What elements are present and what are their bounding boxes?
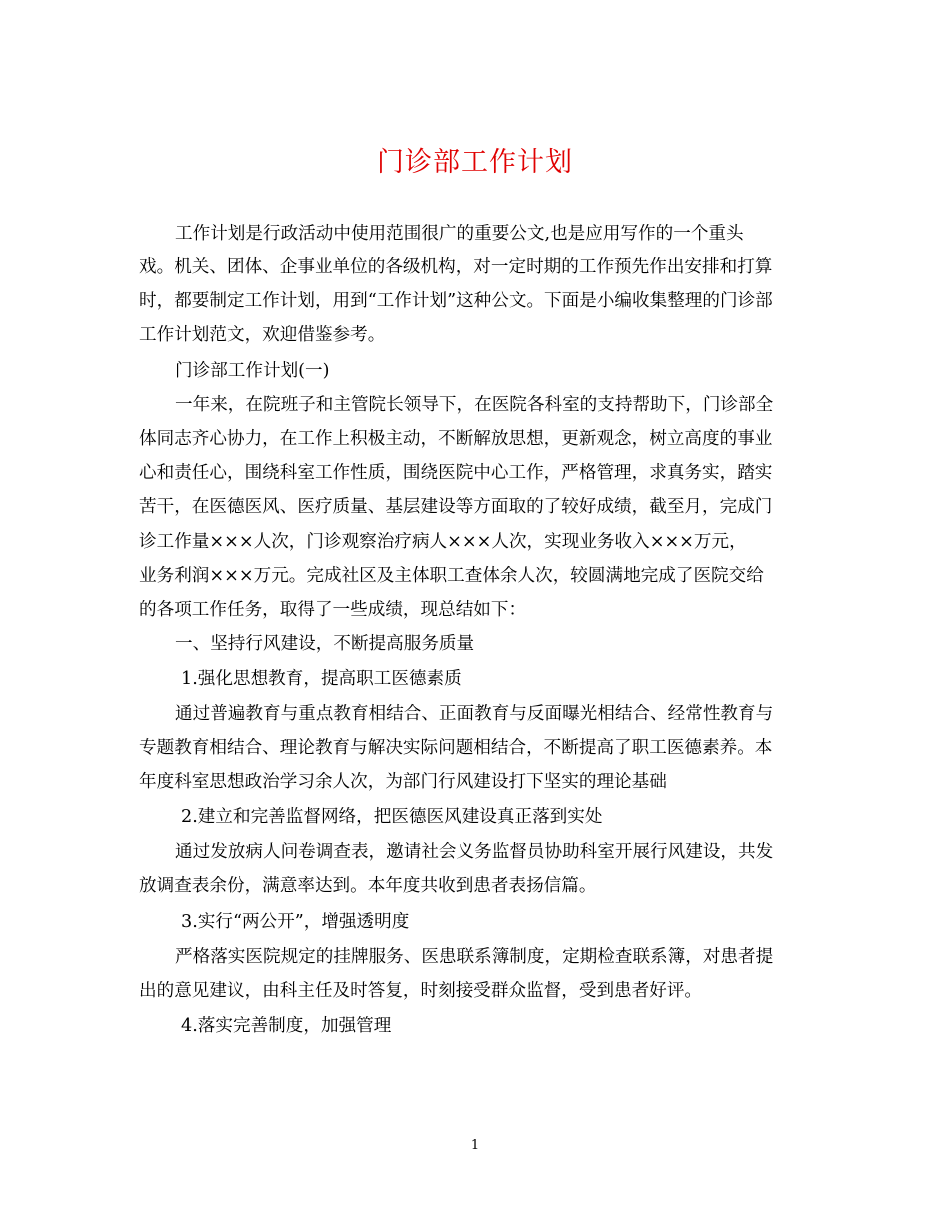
body-line: 业务利润×××万元。完成社区及主体职工查体余人次，较圆满地完成了医院交给 bbox=[139, 566, 764, 586]
body-line: 严格落实医院规定的挂牌服务、医患联系簿制度，定期检查联系簿，对患者提 bbox=[175, 947, 774, 967]
body-line: 心和责任心，围绕科室工作性质，围绕医院中心工作，严格管理，求真务实，踏实 bbox=[139, 463, 773, 483]
body-line: 一年来，在院班子和主管院长领导下，在医院各科室的支持帮助下，门诊部全 bbox=[175, 395, 774, 415]
section-heading: 一、坚持行风建设，不断提高服务质量 bbox=[175, 634, 475, 654]
body-line: 时，都要制定工作计划，用到“工作计划”这种公文。下面是小编收集整理的门诊部 bbox=[139, 291, 773, 311]
body-line: 专题教育相结合、理论教育与解决实际问题相结合，不断提高了职工医德素养。本 bbox=[139, 738, 773, 758]
body-line: 的各项工作任务，取得了一些成绩，现总结如下： bbox=[139, 600, 527, 620]
body-line: 工作计划是行政活动中使用范围很广的重要公文,也是应用写作的一个重头 bbox=[175, 224, 744, 244]
document-title: 门诊部工作计划 bbox=[377, 147, 573, 178]
body-line: 戏。机关、团体、企事业单位的各级机构，对一定时期的工作预先作出安排和打算 bbox=[139, 257, 773, 277]
body-line: 体同志齐心协力，在工作上积极主动，不断解放思想，更新观念，树立高度的事业 bbox=[139, 429, 773, 449]
subsection-heading: 4.落实完善制度，加强管理 bbox=[181, 1016, 392, 1036]
body-line: 出的意见建议，由科主任及时答复，时刻接受群众监督，受到患者好评。 bbox=[139, 981, 703, 1001]
section-heading: 门诊部工作计划(一) bbox=[175, 361, 330, 381]
page-number: 1 bbox=[470, 1138, 480, 1153]
subsection-heading: 3.实行“两公开”，增强透明度 bbox=[181, 912, 410, 932]
subsection-heading: 2.建立和完善监督网络，把医德医风建设真正落到实处 bbox=[181, 807, 603, 827]
body-line: 通过普遍教育与重点教育相结合、正面教育与反面曝光相结合、经常性教育与 bbox=[175, 704, 774, 724]
body-line: 通过发放病人问卷调查表，邀请社会义务监督员协助科室开展行风建设，共发 bbox=[175, 842, 774, 862]
body-line: 年度科室思想政治学习余人次，为部门行风建设打下坚实的理论基础 bbox=[139, 772, 667, 792]
body-line: 工作计划范文，欢迎借鉴参考。 bbox=[139, 325, 386, 345]
body-line: 放调查表余份，满意率达到。本年度共收到患者表扬信篇。 bbox=[139, 876, 597, 896]
body-line: 苦干，在医德医风、医疗质量、基层建设等方面取的了较好成绩，截至月，完成门 bbox=[139, 497, 773, 517]
body-line: 诊工作量×××人次，门诊观察治疗病人×××人次，实现业务收入×××万元， bbox=[139, 532, 747, 552]
subsection-heading: 1.强化思想教育，提高职工医德素质 bbox=[181, 669, 462, 689]
